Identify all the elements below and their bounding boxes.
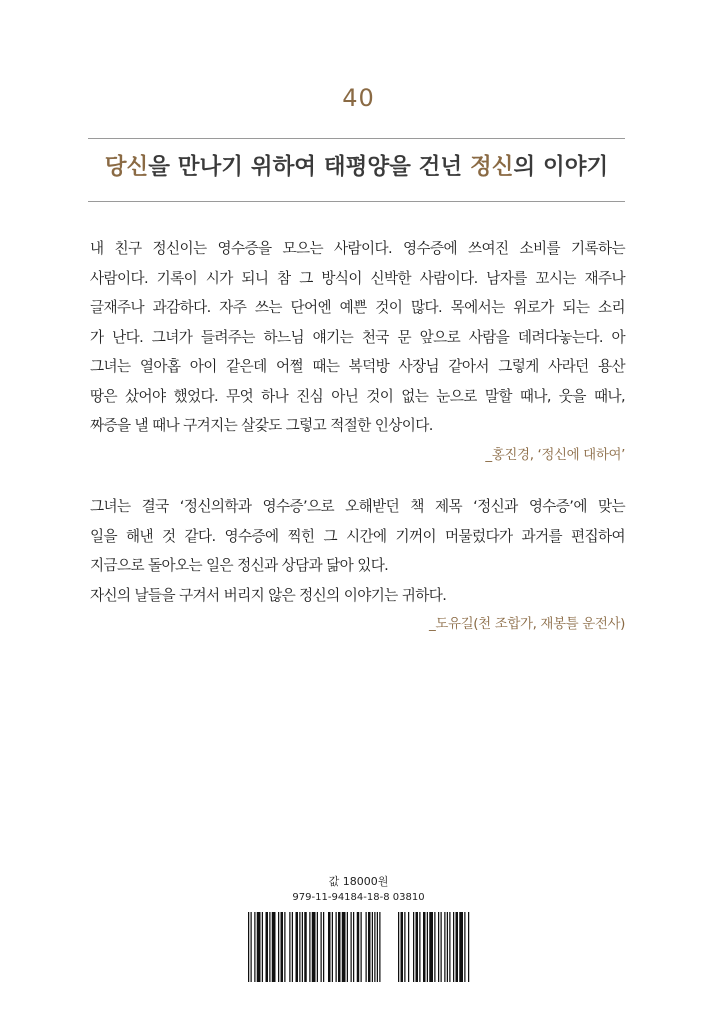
barcode-bar	[453, 912, 454, 982]
barcode-bar	[468, 912, 469, 982]
barcode-main-bars	[248, 912, 381, 982]
barcode-bar	[429, 912, 433, 982]
barcode-bar	[404, 912, 405, 982]
passage-2-line: 그녀는 결국 ‘정신의학과 영수증’으로 오해받던 책 제목 ‘정신과 영수증’에 맞는	[90, 498, 625, 515]
passage-2-line: 지금으로 돌아오는 일은 정신과 상담과 닮아 있다.	[90, 557, 389, 574]
title-top-rule	[88, 138, 625, 139]
barcode-addon-bars	[398, 912, 469, 982]
passage-2	[90, 492, 625, 636]
barcode-bar	[338, 912, 341, 982]
barcode-bar	[254, 912, 255, 982]
barcode-bar	[379, 912, 380, 982]
isbn-number: 979-11-94184-18-8 03810	[292, 892, 425, 903]
barcode-bar	[248, 912, 249, 982]
barcode-bar	[374, 912, 375, 982]
title-bottom-rule	[88, 201, 625, 202]
barcode-bar	[262, 912, 263, 982]
barcode-bar	[289, 912, 290, 982]
title-text-1: 을 만나기 위하여 태평양을 건넌	[148, 154, 470, 180]
barcode-bar	[317, 912, 318, 982]
passage-1-line: 그녀는 열아홉 아이 같은데 어쩔 때는 복덕방 사장님 같아서 그렇게 사라던 용산	[90, 358, 625, 375]
barcode-bar	[459, 912, 463, 982]
barcode-bar	[281, 912, 284, 982]
barcode-bar	[251, 912, 252, 982]
barcode-bar	[464, 912, 465, 982]
barcode-bar	[447, 912, 448, 982]
barcode-bar	[456, 912, 459, 982]
barcode-bar	[408, 912, 409, 982]
passage-2-attribution: _도유길(천 조합가, 재봉틀 운전사)	[429, 616, 625, 632]
barcode-bar	[328, 912, 331, 982]
passage-1	[90, 234, 625, 467]
barcode-bar	[347, 912, 348, 982]
passage-2-line: 자신의 날들을 구겨서 버리지 않은 정신의 이야기는 귀하다.	[90, 586, 447, 604]
barcode-bar	[357, 912, 360, 982]
passage-1-line: 땅은 샀어야 했었다. 무엇 하나 진심 아닌 것이 없는 눈으로 말할 때나, 웃을 때나,	[90, 387, 625, 405]
barcode-bar	[269, 912, 270, 982]
barcode-bar	[441, 912, 442, 982]
barcode-bar	[266, 912, 269, 982]
barcode-bar	[272, 912, 276, 982]
title-accent-2: 정신	[469, 154, 514, 180]
page-number: 40	[342, 84, 375, 112]
barcode-bar	[423, 912, 426, 982]
barcode-bar	[351, 912, 352, 982]
passage-1-line: 짜증을 낼 때나 구겨지는 살갗도 그렇고 적절한 인상이다.	[90, 417, 433, 434]
barcode-bar	[257, 912, 261, 982]
barcode-bar	[312, 912, 316, 982]
passage-1-line: 내 친구 정신이는 영수증을 모으는 사람이다. 영수증에 쓰여진 소비를 기록하는	[90, 240, 625, 257]
barcode-bar	[299, 912, 300, 982]
barcode-bar	[332, 912, 333, 982]
barcode-bar	[377, 912, 378, 982]
barcode-bar	[323, 912, 324, 982]
barcode-bar	[366, 912, 367, 982]
barcode-bar	[401, 912, 404, 982]
barcode-bar	[434, 912, 435, 982]
barcode-bar	[278, 912, 279, 982]
barcode-bar	[292, 912, 293, 982]
barcode-bar	[438, 912, 439, 982]
barcode-bar	[302, 912, 303, 982]
barcode-bar	[353, 912, 354, 982]
barcode-bar	[444, 912, 445, 982]
page-title	[88, 150, 625, 184]
barcode-bar	[361, 912, 362, 982]
passage-1-line: 가 난다. 그녀가 들려주는 하느님 얘기는 천국 문 앞으로 사람을 데려다놓는다. 아	[90, 328, 625, 346]
barcode-bar	[449, 912, 450, 982]
isbn-barcode	[248, 912, 470, 982]
barcode-bar	[398, 912, 399, 982]
barcode-bar	[416, 912, 419, 982]
barcode-bar	[427, 912, 428, 982]
barcode-bar	[372, 912, 373, 982]
title-accent-1: 당신	[104, 154, 149, 180]
barcode-bar	[309, 912, 310, 982]
passage-1-attribution: _홍진경, ‘정신에 대하여’	[485, 446, 625, 463]
barcode-bar	[413, 912, 414, 982]
passage-1-line: 사람이다. 기록이 시가 되니 참 그 방식이 신박한 사람이다. 남자를 꼬시는 재주나	[90, 269, 625, 287]
barcode-bar	[342, 912, 346, 982]
barcode-bar	[304, 912, 307, 982]
title-text-2: 의 이야기	[513, 154, 609, 180]
barcode-bar	[296, 912, 299, 982]
barcode-bar	[284, 912, 285, 982]
passage-1-line: 글재주나 과감하다. 자주 쓰는 단어엔 예쁜 것이 많다. 목에서는 위로가 되는 소리	[90, 299, 625, 316]
barcode-bar	[419, 912, 420, 982]
passage-2-line: 일을 해낸 것 같다. 영수증에 찍힌 그 시간에 기꺼이 머물렀다가 과거를 편집하여	[90, 527, 625, 545]
barcode-bar	[321, 912, 322, 982]
barcode-bar	[336, 912, 337, 982]
price-label: 값 18000원	[328, 875, 389, 888]
barcode-bar	[368, 912, 371, 982]
